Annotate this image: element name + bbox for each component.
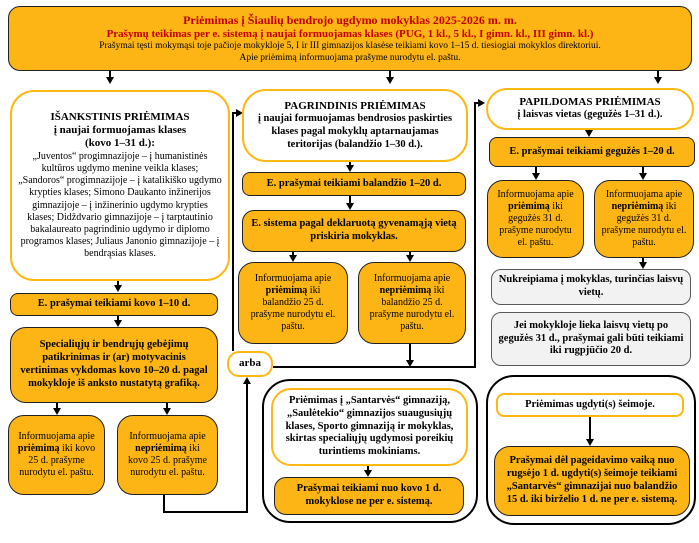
main-step1-box [242,172,466,196]
early-step2-box [10,327,218,403]
or-label-text: arba [239,357,261,370]
header-note2: Apie priėmimą informuojama prašyme nurodytu el. paštu. [239,52,461,63]
arrow-special [364,470,372,477]
supplementary-accept-box [487,180,584,258]
arrow-main-accept [289,255,297,262]
early-title-2: į naujai formuojamas klases [53,123,187,136]
supplementary-note1-text: Nukreipiama į mokyklas, turinčias laisvų vietų. [498,274,684,298]
arrow-main-reject [406,255,414,262]
main-title: PAGRINDINIS PRIĖMIMAS [284,99,426,112]
arrow-main-reject-down [406,360,414,367]
main-reject-box [358,262,466,344]
special-schools-info-text: Priėmimas į „Santarvės“ gimnaziją, „Saulėtekio“ gimnazijos suaugusiųjų klases, Sporto gimnaziją ir mokyklas, skirtas specialiųjų ugdymosi poreikių turintiems mokiniams. [285,395,454,458]
supplementary-reject-box [594,180,694,258]
supplementary-note2-text: Jei mokykloje lieka laisvų vietų po gegužės 31 d., prašymai gali būti teikiami iki rugpjūčio 20 d. [498,319,684,357]
arrow-header-supplementary [654,77,662,84]
supplementary-step1-label: E. prašymai teikiami gegužės 1–20 d. [509,145,675,157]
special-schools-step-text: Prašymai teikiami nuo kovo 1 d. mokyklose ne per e. sistemą. [296,483,442,507]
supplementary-title-rest: į laisvas vietas (gegužės 1–31 d.). [517,109,663,121]
family-education-info-box [496,393,684,417]
special-schools-step-box [274,477,464,515]
connector-or-to-supp-h [273,366,475,368]
supplementary-note2-box [491,312,691,366]
arrow-early-2 [114,320,122,327]
supplementary-title: PAPILDOMAS PRIĖMIMAS [519,95,661,108]
family-education-step-text: Prašymai dėl pageidavimo vaiką nuo rugsėjo 1 d. ugdyti(s) šeimoje teikiami „Santarvės“ gimnazijai nuo balandžio 15 d. iki birželio 1 d. ne per e. sistemą. [506,455,678,505]
early-reject-box [117,415,218,495]
connector-reject-up [246,384,248,513]
arrow-early-1 [114,285,122,292]
or-connector-label [227,351,273,377]
arrow-early-reject [163,408,171,415]
connector-family [589,417,591,439]
arrow-header-main [386,77,394,84]
early-step2-label: Specialiųjų ir bendrųjų gebėjimų patikrinimas ir (ar) motyvacinis vertinimas vykdomas kovo 10–20 d. pagal mokykloje iš anksto nustatytą grafiką. [20,339,208,389]
main-accept-box [238,262,348,344]
main-reject-text: Informuojama apie nepriėmimą iki balandžio 25 d. prašyme nurodytu el. paštu. [369,272,455,333]
arrow-early-accept [53,408,61,415]
supplementary-step1-box [489,137,695,167]
arrow-supp-1 [585,130,593,137]
early-title: IŠANKSTINIS PRIĖMIMAS [50,110,190,123]
early-accept-box [8,415,105,495]
arrow-header-early [106,77,114,84]
arrow-main-1 [346,165,354,172]
arrow-into-or [243,377,251,384]
early-title-3: (kovo 1–31 d.): [85,137,155,150]
supplementary-note1-box [491,269,691,305]
arrow-supp-note [639,262,647,269]
connector-main-reject-down [409,344,411,361]
early-step1-label: E. prašymai teikiami kovo 1–10 d. [37,298,191,310]
arrow-family [586,439,594,446]
arrow-into-supplementary [478,99,485,107]
main-admission-box [242,89,468,162]
early-body: „Juventos“ progimnazijoje – į humanistinės kultūros ugdymo menine veikla klases; „Sandoros“ progimnazijoje – į katalikiško ugdymo krypties klases; Simono Daukanto inžinerijos gimnazijoje – į inžinerinio ugdymo krypties klases; Didždvario gimnazijoje – į tarptautinio bakalaureato pagrindinio ugdymo ir diplomo programos klases; Juliaus Janonio gimnazijoje – į bendrąsias klases. [18,150,222,260]
main-accept-text: Informuojama apie priėmimą iki balandžio 25 d. prašyme nurodytu el. paštu. [250,272,336,333]
header-box [8,6,692,71]
early-reject-text: Informuojama apie nepriėmimą iki kovo 25 d. prašyme nurodytu el. paštu. [128,430,207,479]
supplementary-admission-box [486,88,694,130]
header-subtitle: Prašymų teikimas per e. sistemą į naujai formuojamas klases (PUG, 1 kl., 5 kl., I gimn. kl., III gimn. kl.) [106,27,594,40]
connector-reject-across [163,511,248,513]
main-step2-label: E. sistema pagal deklaruotą gyvenamąją vietą priskiria mokyklas. [251,218,457,242]
arrow-supp-reject [639,173,647,180]
arrow-main-2 [346,203,354,210]
supplementary-reject-text: Informuojama apie nepriėmimą iki gegužės 31 d. prašyme nurodytu el. paštu. [601,188,687,249]
family-education-info-text: Priėmimas ugdyti(s) šeimoje. [525,398,655,410]
main-step1-label: E. prašymai teikiami balandžio 1–20 d. [266,177,442,189]
special-schools-info-box [271,388,468,466]
supplementary-accept-text: Informuojama apie priėmimą iki gegužės 31 d. prašyme nurodytu el. paštu. [497,188,574,249]
family-education-step-box [494,446,690,516]
early-accept-text: Informuojama apie priėmimą iki kovo 25 d. prašyme nurodytu el. paštu. [17,430,96,479]
main-step2-box [242,210,466,252]
arrow-supp-accept [532,173,540,180]
header-title: Priėmimas į Šiaulių bendrojo ugdymo mokyklas 2025-2026 m. m. [183,12,517,27]
early-step1-box [10,293,218,316]
connector-or-to-supp-v [474,103,476,368]
main-title-rest: į naujai formuojamas bendrosios paskirties klases pagal mokyklų aptarnaujamas teritorijas (balandžio 1–30 d.). [257,113,453,150]
connector-or-to-main-v [232,113,234,351]
early-admission-box [10,90,230,281]
header-note1: Prašymai tęsti mokymąsi toje pačioje mokykloje 5, I ir III gimnazijos klasėse teikiami kovo 1–15 d. tiesiogiai mokyklos direktoriui. [99,40,601,51]
